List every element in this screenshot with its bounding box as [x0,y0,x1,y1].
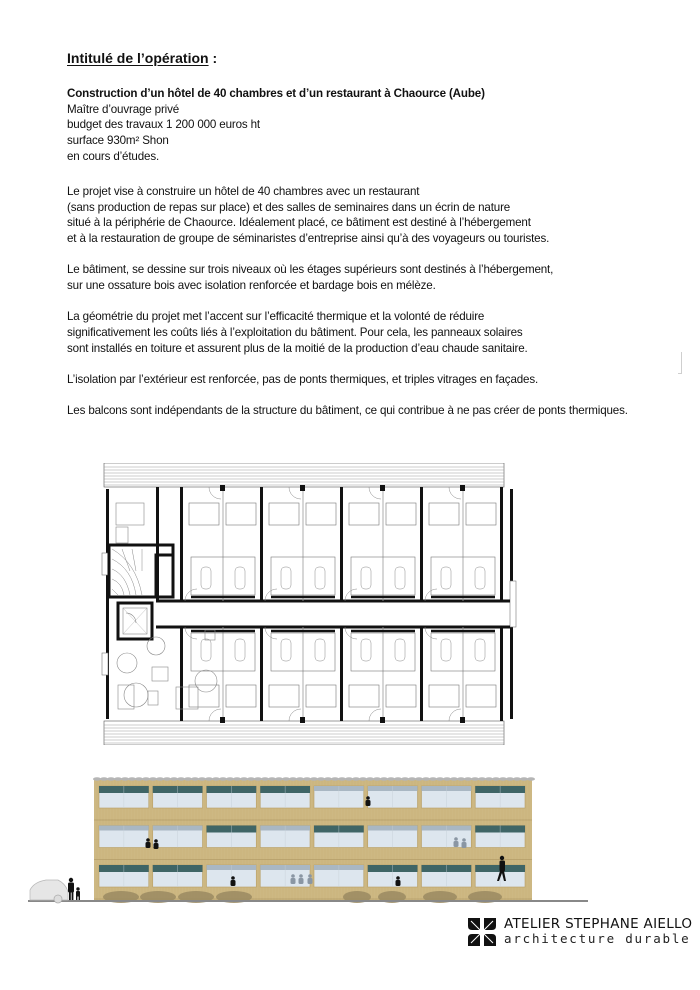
person-silhouette [454,841,459,847]
roof-vegetation [93,777,101,781]
roof-vegetation [135,777,143,781]
person-silhouette [291,878,296,884]
roof-vegetation [114,777,122,781]
description-body [67,184,628,434]
parked-car [30,880,68,903]
person-silhouette [231,880,236,886]
roof-vegetation [422,777,430,781]
person-silhouette [299,874,303,878]
person-silhouette [299,878,304,884]
text-line: Le projet vise à construire un hôtel de 40 chambres avec un restaurant [67,185,420,198]
facade-elevation-drawing [28,770,588,910]
bed [306,685,336,707]
bed [226,503,256,525]
text-line: L’isolation par l’extérieur est renforcée, pas de ponts thermiques, et triples vitrages en façades. [67,372,539,386]
roof-vegetation [401,777,409,781]
roof-vegetation [317,777,325,781]
person-silhouette [308,874,312,878]
person-silhouette [154,843,159,849]
heading-text: Intitulé de l’opération [67,50,209,66]
person-silhouette [146,842,151,848]
paragraph-insulation [67,372,628,388]
person-silhouette [462,838,466,842]
roof-vegetation [380,777,388,781]
roof-vegetation [359,777,367,781]
roof-vegetation [513,777,521,781]
text-line: La géométrie du projet met l’accent sur l’efficacité thermique et la volonté de réduire [67,310,485,324]
project-title: Construction d’un hôtel de 40 chambres et d’un restaurant à Chaource (Aube) [67,87,485,100]
person-silhouette [396,880,401,886]
roof-vegetation [373,777,381,781]
roof-vegetation [212,777,220,781]
bathtub [361,639,371,661]
stair-core [109,545,173,639]
roof-vegetation [520,777,528,781]
paragraph-structure [67,262,628,293]
project-summary [67,86,485,165]
corridor [156,601,510,627]
roof-vegetation [121,777,129,781]
person-silhouette [308,878,313,884]
roof-vegetation [450,777,458,781]
column [460,485,465,491]
firm-logo [468,917,692,946]
roof-vegetation [352,777,360,781]
column [300,485,305,491]
party-wall [420,627,423,721]
roof-vegetation [226,777,234,781]
roof-vegetation [485,777,493,781]
bed [466,503,496,525]
bathtub [361,567,371,589]
roof-vegetation [387,777,395,781]
roof-vegetation [163,777,171,781]
roof-vegetation [268,777,276,781]
firm-tagline: architecture durable [504,931,691,946]
bathtub [475,639,485,661]
logo-text [504,917,692,946]
roof-vegetation [233,777,241,781]
person-silhouette [146,838,150,842]
party-wall [156,487,159,601]
bathtub [395,639,405,661]
roof-vegetation [254,777,262,781]
door-swing [369,487,381,499]
roof-vegetation [457,777,465,781]
paragraph-balconies [67,403,628,419]
text-line: et à la restauration de groupe de séminaristes d’entreprise ainsi qu’à des voyageurs ou touristes. [67,232,550,246]
bed [226,685,256,707]
roof-vegetation [366,777,374,781]
roof-vegetation [177,777,185,781]
roof-vegetation [338,777,346,781]
roof-vegetation [415,777,423,781]
door-swing [209,487,221,499]
exterior-walls [102,489,516,719]
roof-vegetation [436,777,444,781]
bathtub [475,567,485,589]
text-line: Le bâtiment, se dessine sur trois niveaux où les étages supérieurs sont destinés à l’hébergement, [67,263,554,277]
person-silhouette [231,876,235,880]
bathtub [281,567,291,589]
roof-vegetation [198,777,206,781]
roof-vegetation [478,777,486,781]
roof-vegetation [499,777,507,781]
roof-vegetation [429,777,437,781]
column [220,485,225,491]
roof-vegetation [275,777,283,781]
person-silhouette [396,876,400,880]
roof-vegetation [527,777,535,781]
text-line: sont installés en toiture et assurent plus de la moitié de la production d’eau chaude sanitaire. [67,341,528,355]
bed [306,503,336,525]
balcony-top [104,463,504,487]
bed [429,685,459,707]
party-wall [500,487,503,601]
roof-vegetation [261,777,269,781]
text-line: Les balcons sont indépendants de la structure du bâtiment, ce qui contribue à ne pas créer de ponts thermiques. [67,404,628,418]
project-budget: budget des travaux 1 200 000 euros ht [67,118,260,132]
bed [386,503,416,525]
project-client: Maître d’ouvrage privé [67,102,180,116]
paragraph-thermal [67,309,628,356]
roof-vegetation [107,777,115,781]
roof-vegetation [506,777,514,781]
roof-vegetation [394,777,402,781]
bathtub [315,639,325,661]
party-wall [340,627,343,721]
bathtub [441,567,451,589]
party-wall [420,487,423,601]
person-silhouette [366,800,371,806]
roof-vegetation [247,777,255,781]
person-silhouette [291,874,295,878]
bed [269,503,299,525]
project-surface: surface 930m² Shon [67,134,169,148]
column [300,717,305,723]
bed [386,685,416,707]
roof-vegetation [128,777,136,781]
bathtub [441,639,451,661]
door-swing [449,487,461,499]
door-swing [289,487,301,499]
person-silhouette [154,839,158,843]
roof-vegetation [310,777,318,781]
ground-line [28,900,588,902]
bed [429,503,459,525]
bathtub [201,639,211,661]
room-modules [156,485,503,723]
party-wall [180,487,183,601]
column [220,717,225,723]
roof-vegetation [240,777,248,781]
door-swing [209,709,221,721]
bed [349,503,379,525]
bed [269,685,299,707]
bathtub [201,567,211,589]
roof-vegetation [282,777,290,781]
door-swing [449,709,461,721]
bathtub [235,567,245,589]
party-wall [260,487,263,601]
column [460,717,465,723]
column [380,485,385,491]
roof-vegetation [156,777,164,781]
party-wall [260,627,263,721]
bathtub [235,639,245,661]
door-swing [289,709,301,721]
section-heading [67,50,217,66]
roof-vegetation [471,777,479,781]
roof-vegetation [324,777,332,781]
column [380,717,385,723]
roof-vegetation [205,777,213,781]
text-line: sur une ossature bois avec isolation renforcée et bardage bois en mélèze. [67,279,436,293]
bathtub [395,567,405,589]
paragraph-program [67,184,628,247]
project-status: en cours d’études. [67,149,160,163]
building-facade [93,777,535,903]
person-silhouette [366,796,370,800]
roof-vegetation [170,777,178,781]
roof-vegetation [464,777,472,781]
roof-vegetation [345,777,353,781]
roof-vegetation [100,777,108,781]
balcony-bottom [104,721,504,745]
roof-vegetation [184,777,192,781]
roof-vegetation [219,777,227,781]
text-line: significativement les coûts liés à l’exploitation du bâtiment. Pour cela, les panneaux solaires [67,325,523,339]
roof-vegetation [443,777,451,781]
roof-vegetation [408,777,416,781]
party-wall [500,627,503,721]
roof-vegetation [289,777,297,781]
roof-vegetation [331,777,339,781]
margin-crop-mark [681,352,682,374]
firm-name: ATELIER STEPHANE AIELLO [504,916,693,932]
butterfly-logo-icon [468,918,496,946]
text-line: situé à la périphérie de Chaource. Idéalement placé, ce bâtiment est destiné à l’hébergement [67,216,531,230]
roof-vegetation [296,777,304,781]
text-line: (sans production de repas sur place) et des salles de seminaires dans un écrin de nature [67,200,511,214]
bed [349,685,379,707]
floor-plan-drawing [96,463,521,745]
roof-vegetation [303,777,311,781]
person-silhouette [462,842,467,848]
bathtub [315,567,325,589]
party-wall [340,487,343,601]
door-swing [369,709,381,721]
bed [466,685,496,707]
reception-area [116,503,217,709]
bathtub [281,639,291,661]
party-wall [180,627,183,721]
roof-vegetation [149,777,157,781]
heading-colon: : [208,50,218,66]
roof-vegetation [142,777,150,781]
person-silhouette [454,837,458,841]
bed [189,503,219,525]
roof-vegetation [191,777,199,781]
roof-vegetation [492,777,500,781]
